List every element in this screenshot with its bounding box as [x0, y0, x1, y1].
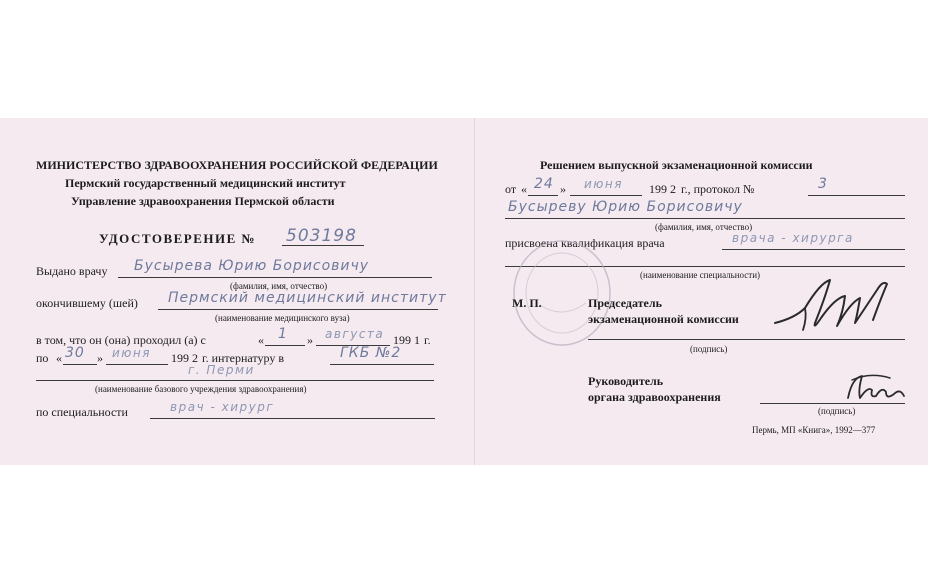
issued-to-line: [118, 277, 432, 278]
from-day-line: [265, 345, 305, 346]
issued-to-caption: (фамилия, имя, отчество): [230, 281, 328, 291]
center-fold: [474, 118, 475, 465]
institute-heading: Пермский государственный медицинский институт: [65, 176, 346, 190]
graduated-value: Пермский медицинский институт: [168, 290, 447, 306]
quote-mark: «: [56, 351, 62, 365]
passed-text: в том, что он (она) проходил (а) с: [36, 333, 206, 347]
from-year-digit: 1: [414, 333, 420, 347]
issued-to-value: Бусырева Юрию Борисовичу: [134, 258, 370, 274]
protocol-number: 3: [818, 176, 828, 192]
place-line: [330, 364, 434, 365]
quote-mark: »: [560, 182, 566, 196]
from-year-prefix: 199: [393, 333, 411, 347]
to-day-line: [63, 364, 97, 365]
commission-title: Решением выпускной экзаменационной комиссии: [540, 158, 813, 172]
issued-to-label: Выдано врачу: [36, 264, 108, 278]
protocol-month: июня: [584, 177, 623, 191]
graduate-name: Бусыреву Юрию Борисовичу: [508, 199, 743, 215]
protocol-year-digit: 2: [670, 182, 676, 196]
to-month: июня: [112, 346, 151, 360]
qualification-line: [722, 249, 905, 250]
specialty-line: [150, 418, 435, 419]
protocol-month-line: [570, 195, 642, 196]
seal-place-label: М. П.: [512, 296, 542, 310]
chairman-title-2: экзаменационной комиссии: [588, 312, 739, 326]
protocol-label: г., протокол №: [681, 182, 755, 196]
quote-mark: «: [521, 182, 527, 196]
specialty-value: врач - хирург: [170, 400, 275, 414]
graduated-line: [158, 309, 438, 310]
chairman-signature: [765, 268, 905, 348]
head-title: Руководитель: [588, 374, 664, 388]
seal-stamp: [510, 235, 620, 350]
by-label: по: [36, 351, 49, 365]
year-suffix: г.: [424, 333, 431, 347]
qualification-caption: (наименование специальности): [640, 270, 761, 280]
specialty-label: по специальности: [36, 405, 128, 419]
quote-mark: »: [97, 351, 103, 365]
internship-city: г. Перми: [188, 363, 255, 377]
to-month-line: [106, 364, 168, 365]
to-year-prefix: 199: [171, 351, 189, 365]
internship-label: г. интернатуру в: [202, 351, 285, 365]
quote-mark: »: [307, 333, 313, 347]
head-signature-caption: (подпись): [818, 406, 856, 416]
certificate-title: УДОСТОВЕРЕНИЕ №: [99, 231, 257, 246]
ministry-heading: МИНИСТЕРСТВО ЗДРАВООХРАНЕНИЯ РОССИЙСКОЙ ФЕДЕРАЦИИ: [36, 158, 438, 172]
protocol-day-line: [528, 195, 558, 196]
department-heading: Управление здравоохранения Пермской области: [71, 194, 335, 208]
to-year-digit: 2: [192, 351, 198, 365]
graduated-caption: (наименование медицинского вуза): [215, 313, 350, 323]
certificate-number: 503198: [286, 226, 357, 246]
from-day: 1: [278, 326, 288, 342]
imprint: Пермь, МП «Книга», 1992—377: [752, 425, 876, 435]
place2-line: [36, 380, 434, 381]
internship-place: ГКБ №2: [340, 345, 402, 361]
institution-caption: (наименование базового учреждения здравоохранения): [95, 384, 307, 394]
name-caption: (фамилия, имя, отчество): [655, 222, 753, 232]
to-day: 30: [65, 345, 85, 361]
qualification-label: присвоена квалификация врача: [505, 236, 665, 250]
protocol-day: 24: [534, 176, 554, 192]
chairman-title: Председатель: [588, 296, 662, 310]
protocol-from-label: от: [505, 182, 517, 196]
name-line: [505, 218, 905, 219]
chairman-signature-caption: (подпись): [690, 344, 728, 354]
graduated-label: окончившему (шей): [36, 296, 138, 310]
quote-mark: «: [258, 333, 264, 347]
from-month: августа: [325, 327, 385, 341]
protocol-year-prefix: 199: [649, 182, 667, 196]
qualification-value: врача - хирурга: [732, 231, 854, 245]
protocol-number-line: [808, 195, 905, 196]
head-title-2: органа здравоохранения: [588, 390, 721, 404]
